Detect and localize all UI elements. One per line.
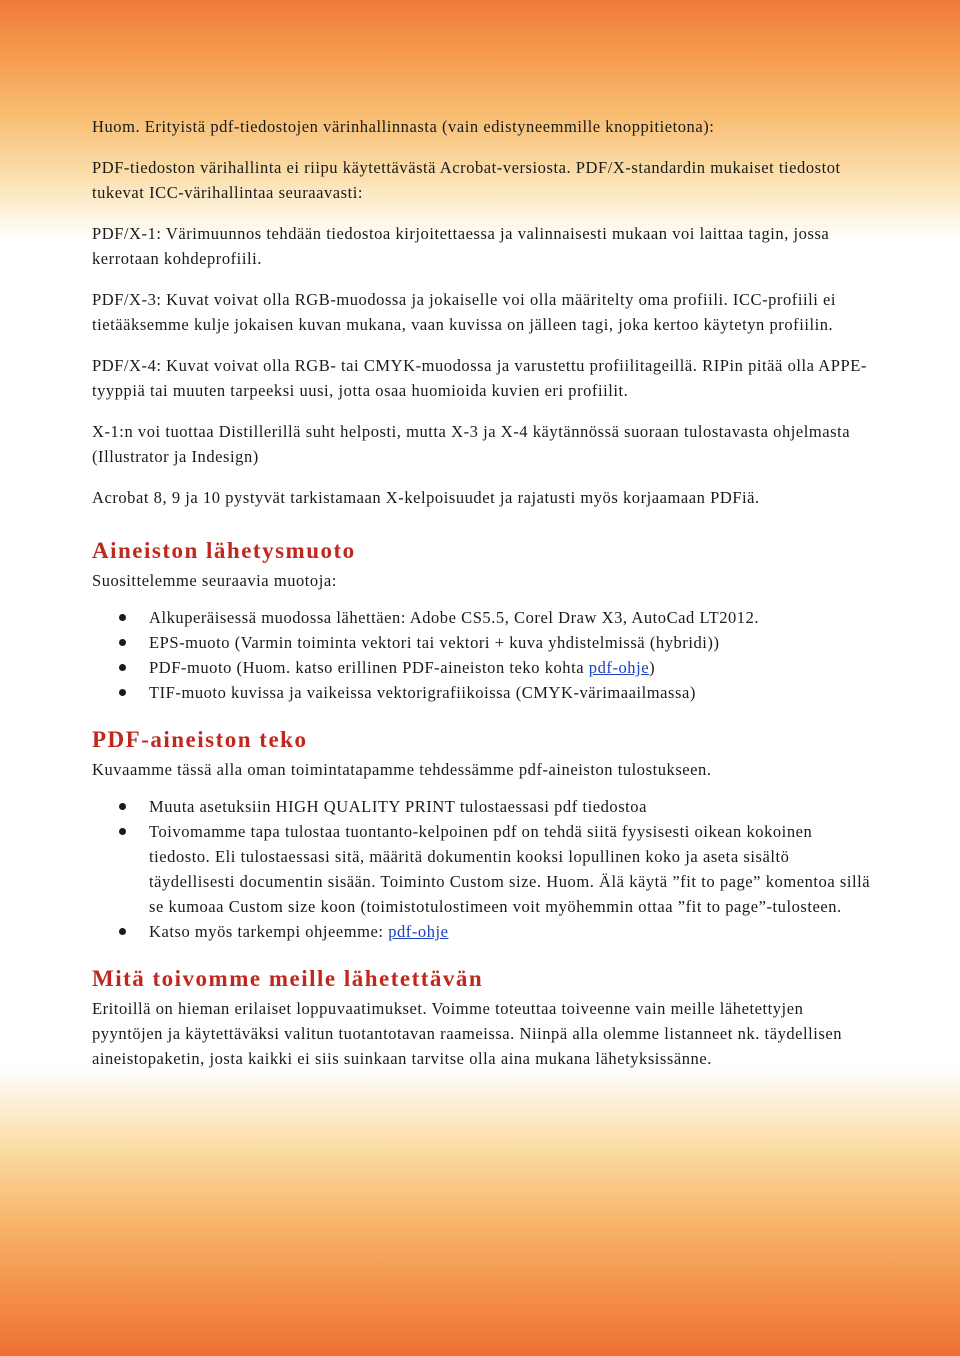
bullet-icon (119, 803, 126, 810)
delivery-format-list (92, 605, 872, 705)
bullet-icon (119, 828, 126, 835)
bullet-icon (119, 689, 126, 696)
list-item: Muuta asetuksiin HIGH QUALITY PRINT tulostaessasi pdf tiedostoa (92, 794, 872, 819)
section-intro-pdf-making: Kuvaamme tässä alla oman toimintatapamme tehdessämme pdf-aineiston tulostukseen. (92, 760, 712, 779)
list-item: EPS-muoto (Varmin toiminta vektori tai vektori + kuva yhdistelmissä (hybridi)) (92, 630, 872, 655)
paragraph-pdfx3: PDF/X-3: Kuvat voivat olla RGB-muodossa ja jokaiselle voi olla määritelty oma profiili. ICC-profiili ei tietääksemme kulje jokaisen kuvan mukana, vaan kuvissa on jälleen tagi, joka kertoo käytetyn profiilin. (92, 290, 837, 334)
list-item: Alkuperäisessä muodossa lähettäen: Adobe CS5.5, Corel Draw X3, AutoCad LT2012. (92, 605, 872, 630)
paragraph-x1-distiller: X-1:n voi tuottaa Distillerillä suht helposti, mutta X-3 ja X-4 käytännössä suoraan tulostavasta ohjelmasta (Illustrator ja Indesign) (92, 422, 851, 466)
paragraph-pdfx1: PDF/X-1: Värimuunnos tehdään tiedostoa kirjoitettaessa ja valinnaisesti mukaan voi laittaa tagin, jossa kerrotaan kohdeprofiili. (92, 224, 830, 268)
list-item: Katso myös tarkempi ohjeemme: pdf-ohje (92, 919, 872, 944)
paragraph-note: Huom. Erityistä pdf-tiedostojen värinhallinnasta (vain edistyneemmille knoppitietona): (92, 117, 715, 136)
pdf-guide-link[interactable]: pdf-ohje (588, 658, 650, 677)
bullet-icon (119, 928, 126, 935)
list-item: Toivomamme tapa tulostaa tuontanto-kelpoinen pdf on tehdä siitä fyysisesti oikean kokoinen tiedosto. Eli tulostaessasi sitä, määritä dokumentin kooksi lopullinen koko ja aseta sisältö täydellisesti documentin sisään. Toiminto Custom size. Huom. Älä käytä ”fit to page” komentoa sillä se kumoaa Custom size koon (toimistotulostimeen voit myöhemmin ottaa ”fit to page”-tulosteen. (92, 819, 872, 919)
list-item: TIF-muoto kuvissa ja vaikeissa vektorigrafiikoissa (CMYK-värimaailmassa) (92, 680, 872, 705)
document-page (92, 114, 872, 1071)
paragraph-color-management: PDF-tiedoston värihallinta ei riipu käytettävästä Acrobat-versiosta. PDF/X-standardin mukaiset tiedostot tukevat ICC-värihallintaa seuraavasti: (92, 158, 841, 202)
section-body-wishes: Eritoillä on hieman erilaiset loppuvaatimukset. Voimme toteuttaa toiveenne vain meille lähetettyjen pyyntöjen ja käytettäväksi valitun tuotantotavan raameissa. Niinpä alla olemme listanneet nk. täydellisen aineistopaketin, josta kaikki ei siis suinkaan tarvitse olla aina mukana lähetyksissänne. (92, 999, 843, 1068)
section-heading-pdf-making: PDF-aineiston teko (92, 727, 308, 752)
section-heading-delivery-format: Aineiston lähetysmuoto (92, 538, 356, 563)
section-intro-delivery-format: Suosittelemme seuraavia muotoja: (92, 571, 337, 590)
bullet-icon (119, 664, 126, 671)
pdf-making-list (92, 794, 872, 944)
paragraph-pdfx4: PDF/X-4: Kuvat voivat olla RGB- tai CMYK-muodossa ja varustettu profiilitageillä. RIPin pitää olla APPE-tyyppiä tai muuten tarpeeksi uusi, jotta osaa huomioida kuvien eri profiilit. (92, 356, 867, 400)
bullet-icon (119, 614, 126, 621)
paragraph-acrobat: Acrobat 8, 9 ja 10 pystyvät tarkistamaan X-kelpoisuudet ja rajatusti myös korjaamaan PDFiä. (92, 488, 760, 507)
list-item: PDF-muoto (Huom. katso erillinen PDF-aineiston teko kohta pdf-ohje) (92, 655, 872, 680)
bottom-gradient-decoration (0, 1066, 960, 1356)
pdf-guide-link-detailed[interactable]: pdf-ohje (388, 922, 449, 941)
section-heading-wishes: Mitä toivomme meille lähetettävän (92, 966, 484, 991)
bullet-icon (119, 639, 126, 646)
